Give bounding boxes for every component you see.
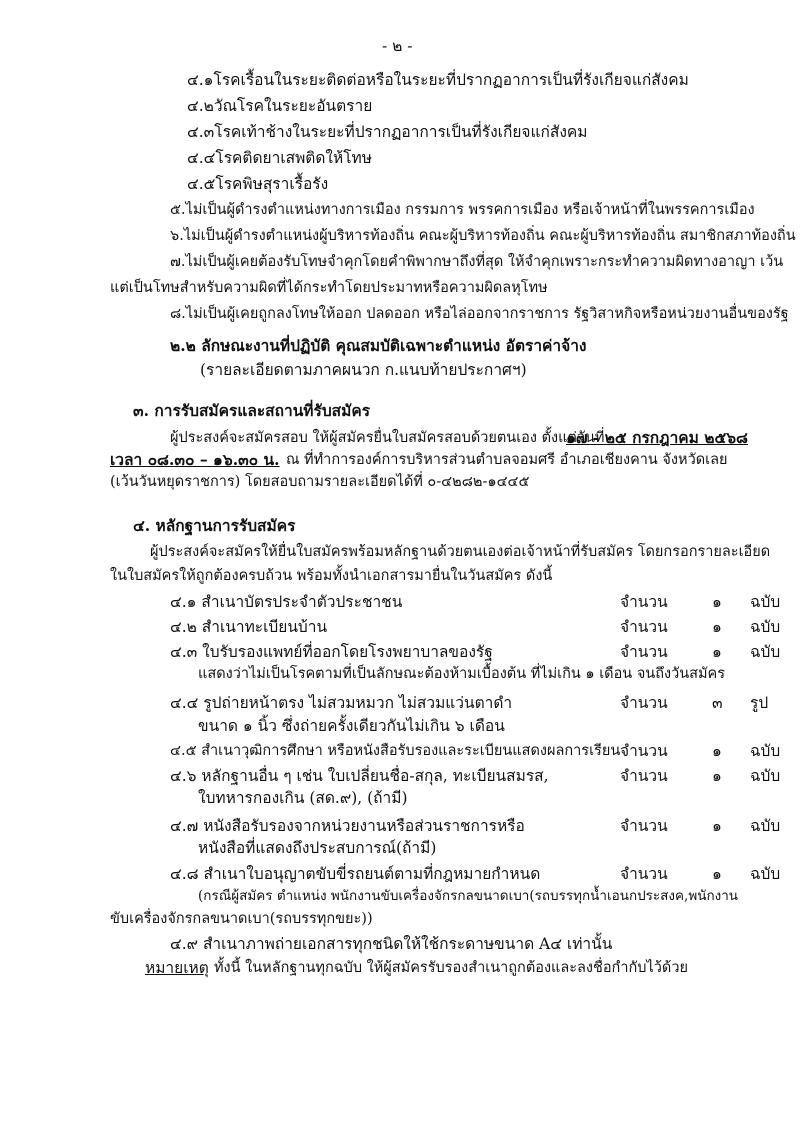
count-unit: ฉบับ bbox=[750, 767, 781, 785]
disease-item: ๔.๓โรคเท้าช้างในระยะที่ปรากฏอาการเป็นที่รังเกียจแก่สังคม bbox=[187, 123, 588, 141]
count-word: จำนวน bbox=[620, 817, 668, 835]
count-word: จำนวน bbox=[620, 694, 668, 712]
count-number: ๑ bbox=[712, 618, 722, 636]
count-word: จำนวน bbox=[620, 865, 668, 883]
doc-item: ๔.๕ สำเนาวุฒิการศึกษา หรือหนังสือรับรองและระเบียนแสดงผลการเรียน bbox=[170, 743, 621, 759]
count-unit: รูป bbox=[750, 694, 769, 712]
doc-item: ๔.๗ หนังสือรับรองจากหน่วยงานหรือส่วนราชการหรือ bbox=[170, 817, 525, 835]
doc-item-detail: ขับเครื่องจักรกลขนาดเบา(รถบรรทุกขยะ)) bbox=[110, 911, 373, 927]
qualification-6: ๖.ไม่เป็นผู้ดำรงตำแหน่งผู้บริหารท้องถิ่น คณะผู้บริหารท้องถิ่น คณะผู้บริหารท้องถิ่น สมาชิกสภาท้องถิ่น bbox=[170, 228, 796, 244]
count-unit: ฉบับ bbox=[750, 643, 781, 661]
remark-text: ทั้งนี้ ในหลักฐานทุกฉบับ ให้ผู้สมัครรับรองสำเนาถูกต้องและลงชื่อกำกับไว้ด้วย bbox=[214, 960, 688, 976]
page-number: - ๒ - bbox=[382, 37, 413, 55]
count-number: ๑ bbox=[712, 742, 722, 760]
disease-item: ๔.๒วัณโรคในระยะอันตราย bbox=[187, 97, 373, 115]
count-word: จำนวน bbox=[620, 767, 668, 785]
count-word: จำนวน bbox=[620, 618, 668, 636]
count-unit: ฉบับ bbox=[750, 817, 781, 835]
remark-label: หมายเหตุ bbox=[145, 959, 209, 977]
qualification-7: ๗.ไม่เป็นผู้เคยต้องรับโทษจำคุกโดยคำพิพากษาถึงที่สุด ให้จำคุกเพราะกระทำความผิดทางอาญา เว้น bbox=[170, 254, 784, 270]
application-dates: ๑๗ - ๒๕ กรกฎาคม ๒๕๖๘ bbox=[566, 428, 748, 447]
disease-item: ๔.๕โรคพิษสุราเรื้อรัง bbox=[187, 175, 329, 193]
section-2-2-heading: ๒.๒ ลักษณะงานที่ปฏิบัติ คุณสมบัติเฉพาะตำแหน่ง อัตราค่าจ้าง bbox=[170, 336, 587, 355]
count-number: ๑ bbox=[712, 643, 722, 661]
count-unit: ฉบับ bbox=[750, 742, 781, 760]
count-number: ๑ bbox=[712, 817, 722, 835]
count-unit: ฉบับ bbox=[750, 618, 781, 636]
doc-item-detail: ขนาด ๑ นิ้ว ซึ่งถ่ายครั้งเดียวกันไม่เกิน ๖ เดือน bbox=[198, 717, 505, 735]
qualification-7-cont: แต่เป็นโทษสำหรับความผิดที่ได้กระทำโดยประมาทหรือความผิดลหุโทษ bbox=[110, 280, 548, 296]
count-word: จำนวน bbox=[620, 593, 668, 611]
count-word: จำนวน bbox=[620, 742, 668, 760]
count-number: ๑ bbox=[712, 767, 722, 785]
doc-item: ๔.๘ สำเนาใบอนุญาตขับขี่รถยนต์ตามที่กฎหมายกำหนด bbox=[170, 865, 541, 883]
doc-item-detail: ใบทหารกองเกิน (สด.๙), (ถ้ามี) bbox=[198, 789, 408, 807]
count-unit: ฉบับ bbox=[750, 865, 781, 883]
count-number: ๓ bbox=[712, 694, 723, 712]
count-word: จำนวน bbox=[620, 643, 668, 661]
section-2-2-note: (รายละเอียดตามภาคผนวก ก.แนบท้ายประกาศฯ) bbox=[200, 361, 527, 379]
application-location: ณ ที่ทำการองค์การบริหารส่วนตำบลจอมศรี อำเภอเชียงคาน จังหวัดเลย bbox=[286, 452, 728, 468]
doc-item: ๔.๒ สำเนาทะเบียนบ้าน bbox=[170, 618, 328, 636]
contact-line: (เว้นวันหยุดราชการ) โดยสอบถามรายละเอียดได้ที่ ๐-๔๒๘๒-๑๔๔๕ bbox=[110, 474, 530, 490]
count-unit: ฉบับ bbox=[750, 593, 781, 611]
section-4-intro: ผู้ประสงค์จะสมัครให้ยื่นใบสมัครพร้อมหลักฐานด้วยตนเองต่อเจ้าหน้าที่รับสมัคร โดยกรอกรายละเอียด bbox=[150, 544, 771, 560]
doc-item-detail: แสดงว่าไม่เป็นโรคตามที่เป็นลักษณะต้องห้ามเบื้องต้น ที่ไม่เกิน ๑ เดือน จนถึงวันสมัคร bbox=[198, 666, 726, 682]
doc-item: ๔.๖ หลักฐานอื่น ๆ เช่น ใบเปลี่ยนชื่อ-สกุล, ทะเบียนสมรส, bbox=[170, 767, 549, 785]
section-3-heading: ๓. การรับสมัครและสถานที่รับสมัคร bbox=[133, 401, 371, 420]
doc-item: ๔.๙ สำเนาภาพถ่ายเอกสารทุกชนิดให้ใช้กระดาษขนาด A๔ เท่านั้น bbox=[170, 935, 613, 953]
disease-item: ๔.๑โรคเรื้อนในระยะติดต่อหรือในระยะที่ปรากฏอาการเป็นที่รังเกียจแก่สังคม bbox=[187, 71, 689, 89]
section-4-intro-cont: ในใบสมัครให้ถูกต้องครบถ้วน พร้อมทั้งนำเอกสารมายื่นในวันสมัคร ดังนี้ bbox=[110, 568, 553, 584]
disease-item: ๔.๔โรคติดยาเสพติดให้โทษ bbox=[187, 149, 372, 167]
count-number: ๑ bbox=[712, 865, 722, 883]
doc-item-detail: (กรณีผู้สมัคร ตำแหน่ง พนักงานขับเครื่องจักรกลขนาดเบา(รถบรรทุกน้ำเอนกประสงค,พนักงาน bbox=[198, 888, 739, 904]
doc-item-detail: หนังสือที่แสดงถึงประสบการณ์(ถ้ามี) bbox=[198, 839, 437, 857]
doc-item: ๔.๓ ใบรับรองแพทย์ที่ออกโดยโรงพยาบาลของรัฐ bbox=[170, 643, 493, 661]
qualification-5: ๕.ไม่เป็นผู้ดำรงตำแหน่งทางการเมือง กรรมการ พรรคการเมือง หรือเจ้าหน้าที่ในพรรคการเมือง bbox=[170, 202, 755, 218]
doc-item: ๔.๔ รูปถ่ายหน้าตรง ไม่สวมหมวก ไม่สวมแว่นตาดำ bbox=[170, 694, 513, 712]
section-3-text: ผู้ประสงค์จะสมัครสอบ ให้ผู้สมัครยื่นใบสมัครสอบด้วยตนเอง ตั้งแต่วันที่ bbox=[170, 430, 605, 446]
doc-item: ๔.๑ สำเนาบัตรประจำตัวประชาชน bbox=[170, 593, 403, 611]
section-4-heading: ๔. หลักฐานการรับสมัคร bbox=[133, 516, 296, 535]
application-time: เวลา ๐๘.๓๐ – ๑๖.๓๐ น. bbox=[110, 450, 280, 469]
count-number: ๑ bbox=[712, 593, 722, 611]
qualification-8: ๘.ไม่เป็นผู้เคยถูกลงโทษให้ออก ปลดออก หรือไล่ออกจากราชการ รัฐวิสาหกิจหรือหน่วยงานอื่นของรัฐ bbox=[170, 306, 789, 322]
